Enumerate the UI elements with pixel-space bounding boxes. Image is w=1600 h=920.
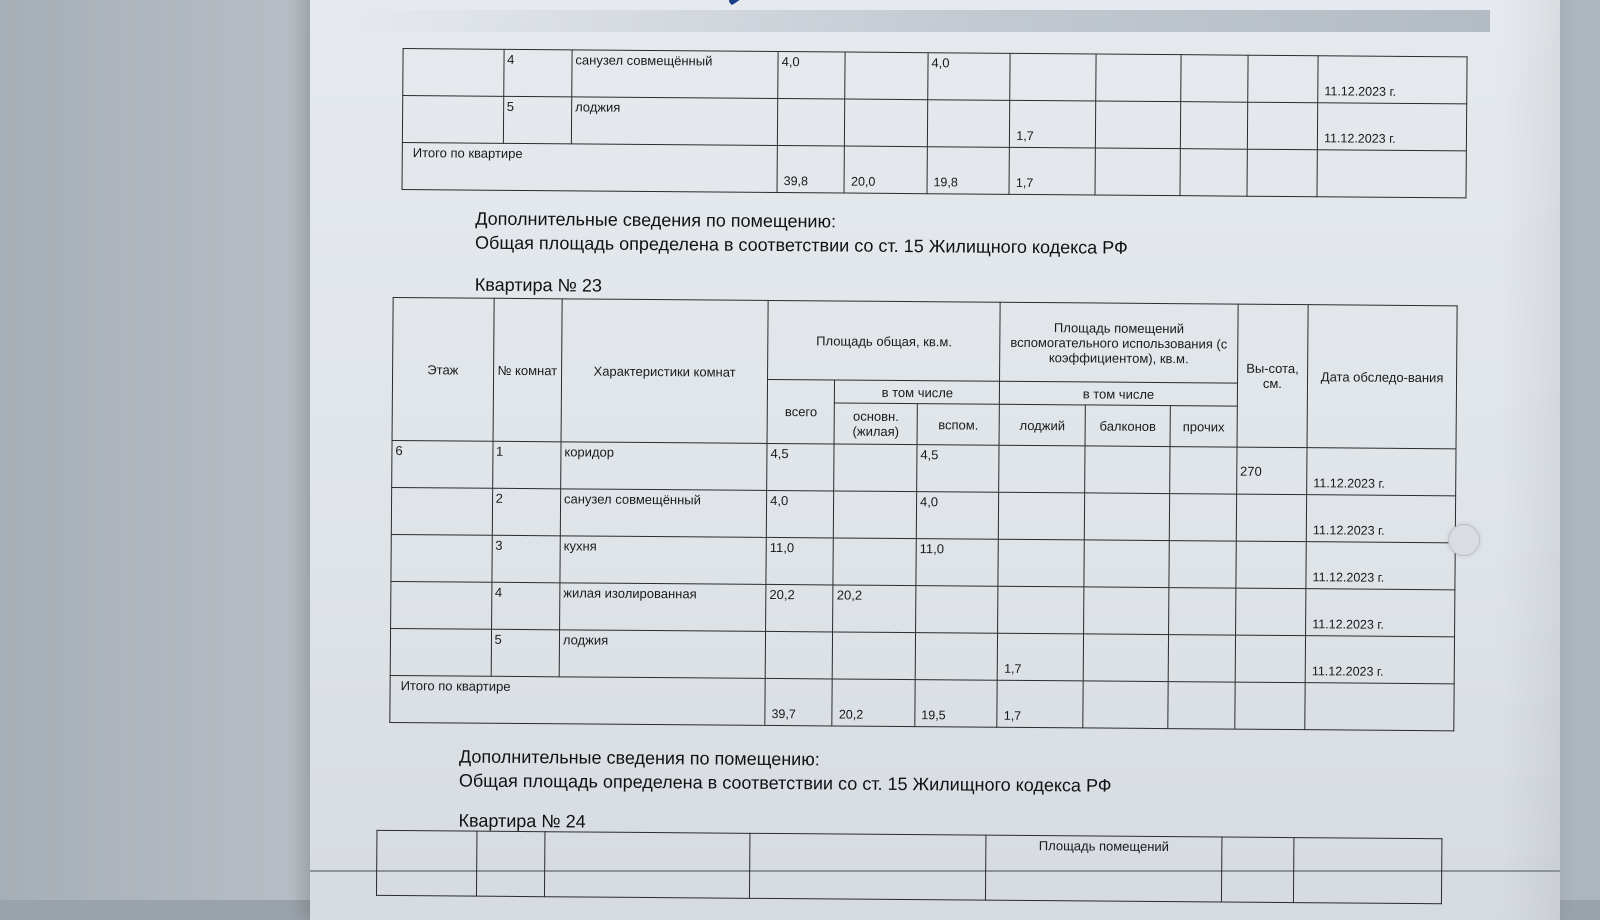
additional-info-note	[459, 745, 1112, 798]
survey-date-cell: 11.12.2023 г.	[1318, 56, 1467, 104]
area-total-cell: 11,0	[766, 537, 834, 585]
totals-row	[390, 675, 1454, 730]
loggia-cell	[999, 445, 1085, 493]
height-cell	[1235, 588, 1306, 636]
header-height: Вы-сота, см.	[1237, 304, 1309, 448]
totals-area-main: 20,2	[832, 679, 915, 727]
survey-date-cell: 11.12.2023 г.	[1307, 448, 1456, 496]
other-cell	[1169, 541, 1236, 589]
other-cell	[1170, 447, 1237, 495]
area-main-cell: 20,2	[833, 585, 916, 633]
room-number-cell: 2	[492, 488, 561, 536]
apartment-title: Квартира № 23	[474, 274, 602, 296]
scroll-handle[interactable]	[1448, 524, 1480, 556]
survey-date-cell: 11.12.2023 г.	[1306, 542, 1455, 590]
area-total-cell: 4,0	[778, 52, 846, 100]
floor-cell	[402, 96, 503, 144]
header-loggias: лоджий	[999, 404, 1085, 446]
totals-other	[1180, 149, 1247, 197]
other-cell	[1169, 588, 1236, 636]
area-total-cell: 4,5	[767, 443, 835, 491]
loggia-cell	[1010, 53, 1096, 101]
balcony-cell	[1095, 101, 1181, 149]
survey-date-cell: 11.12.2023 г.	[1306, 589, 1455, 637]
floor-cell	[391, 581, 492, 629]
area-main-cell	[833, 632, 916, 680]
totals-row	[402, 143, 1466, 198]
note-heading: Дополнительные сведения по помещению:	[458, 746, 820, 770]
height-cell	[1247, 55, 1318, 103]
table-row	[391, 534, 1455, 589]
room-number-cell: 5	[503, 96, 572, 144]
balcony-cell	[1084, 446, 1170, 494]
note-body: Общая площадь определена в соответствии со ст. 15 Жилищного кодекса РФ	[458, 770, 1112, 796]
height-cell	[1236, 494, 1307, 542]
totals-area-main: 20,0	[844, 146, 927, 194]
area-main-cell	[845, 52, 928, 100]
room-name-cell: лоджия	[559, 630, 766, 679]
table-row	[392, 440, 1456, 495]
totals-other	[1168, 682, 1235, 730]
totals-height	[1235, 682, 1306, 730]
area-aux-cell	[927, 100, 1010, 148]
room-number-cell: 1	[492, 441, 561, 489]
totals-area-total: 39,7	[765, 678, 833, 726]
area-main-cell	[834, 491, 917, 539]
floor-cell	[390, 628, 491, 676]
loggia-cell: 1,7	[998, 633, 1084, 681]
room-name-cell: коридор	[561, 442, 768, 491]
other-cell	[1170, 494, 1237, 542]
apartment-23-table	[389, 297, 1457, 731]
area-main-cell	[845, 99, 928, 147]
balcony-cell	[1084, 540, 1170, 588]
note-body: Общая площадь определена в соответствии со ст. 15 Жилищного кодекса РФ	[475, 232, 1128, 258]
floor-cell	[391, 534, 492, 582]
header-survey-date: Дата обследо-вания	[1307, 305, 1457, 449]
room-name-cell: жилая изолированная	[559, 583, 766, 632]
area-aux-cell: 4,0	[916, 492, 999, 540]
header-characteristics	[544, 832, 750, 899]
area-total-cell: 20,2	[766, 584, 834, 632]
header-height	[1221, 837, 1294, 903]
header-floor: Этаж	[392, 297, 494, 441]
room-number-cell: 4	[491, 582, 560, 630]
balcony-cell	[1083, 587, 1169, 635]
balcony-cell	[1096, 54, 1182, 102]
apartment-title: Квартира № 24	[458, 810, 586, 832]
totals-area-total: 39,8	[777, 146, 845, 194]
table-row	[391, 487, 1455, 542]
totals-area-aux: 19,5	[915, 680, 998, 728]
height-cell	[1247, 102, 1318, 150]
totals-height	[1247, 149, 1318, 197]
loggia-cell	[998, 586, 1084, 634]
totals-balcony	[1095, 148, 1181, 196]
header-band	[350, 10, 1490, 32]
room-name-cell: санузел совмещённый	[560, 489, 767, 538]
totals-date	[1305, 683, 1454, 731]
room-name-cell: кухня	[560, 536, 767, 585]
other-cell	[1181, 55, 1248, 103]
floor-cell	[391, 487, 492, 535]
area-aux-cell	[915, 633, 998, 681]
area-total-cell	[765, 631, 833, 679]
floor-cell	[403, 49, 504, 97]
totals-label: Итого по квартире	[390, 675, 765, 725]
loggia-cell	[999, 492, 1085, 540]
header-auxiliary: вспом.	[917, 404, 1000, 446]
room-number-cell: 4	[503, 49, 572, 97]
header-including-2: в том числе	[1000, 381, 1238, 406]
height-cell	[1235, 635, 1306, 683]
apartment-24-table	[376, 830, 1442, 904]
totals-date	[1317, 150, 1466, 198]
area-aux-cell: 4,0	[928, 53, 1011, 101]
survey-date-cell: 11.12.2023 г.	[1306, 495, 1455, 543]
height-cell: 270	[1236, 447, 1307, 495]
table-row	[390, 628, 1454, 683]
survey-date-cell: 11.12.2023 г.	[1305, 636, 1454, 684]
header-floor	[376, 830, 477, 896]
note-heading: Дополнительные сведения по помещению:	[475, 208, 837, 232]
other-cell	[1168, 635, 1235, 683]
survey-date-cell: 11.12.2023 г.	[1317, 103, 1466, 151]
area-main-cell	[833, 538, 916, 586]
header-including-1: в том числе	[835, 380, 1000, 404]
header-survey-date	[1293, 838, 1442, 904]
room-name-cell: санузел совмещённый	[572, 50, 779, 99]
area-main-cell	[834, 444, 917, 492]
table-row	[391, 581, 1455, 636]
header-balconies: балконов	[1085, 405, 1171, 447]
room-number-cell: 3	[491, 535, 560, 583]
totals-loggia: 1,7	[997, 680, 1083, 728]
balcony-cell	[1083, 634, 1169, 682]
loggia-cell: 1,7	[1010, 100, 1096, 148]
header-total-area	[749, 833, 986, 900]
area-total-cell	[777, 99, 845, 147]
previous-apartment-table	[402, 48, 1468, 198]
area-aux-cell	[915, 586, 998, 634]
totals-loggia: 1,7	[1009, 147, 1095, 195]
header-total-area: Площадь общая, кв.м.	[768, 300, 1001, 381]
table-row	[402, 96, 1466, 151]
header-logo	[455, 0, 680, 10]
area-total-cell: 4,0	[766, 490, 834, 538]
area-aux-cell: 11,0	[916, 539, 999, 587]
header-room-number: № комнат	[493, 298, 562, 442]
header-aux-area: Площадь помещений	[985, 835, 1222, 902]
header-aux-area: Площадь помещений вспомогательного использования (с коэффициентом), кв.м.	[1000, 302, 1238, 383]
header-row	[376, 830, 1441, 903]
header-area-total-all: всего	[767, 379, 835, 444]
page-shadow	[1500, 0, 1560, 920]
header-row	[393, 297, 1458, 384]
header-others: прочих	[1170, 406, 1237, 448]
area-aux-cell: 4,5	[917, 445, 1000, 493]
header-room-number	[476, 831, 545, 897]
totals-area-aux: 19,8	[927, 147, 1010, 195]
header-characteristics: Характеристики комнат	[561, 299, 768, 444]
totals-label: Итого по квартире	[402, 143, 777, 193]
header-slash-mark	[728, 0, 774, 5]
table-row	[403, 49, 1467, 104]
other-cell	[1181, 102, 1248, 150]
floor-cell: 6	[392, 440, 493, 488]
totals-balcony	[1083, 681, 1169, 729]
balcony-cell	[1084, 493, 1170, 541]
loggia-cell	[998, 539, 1084, 587]
header-main-living: основн. (жилая)	[834, 403, 917, 445]
room-name-cell: лоджия	[571, 97, 778, 146]
height-cell	[1236, 541, 1307, 589]
room-number-cell: 5	[491, 629, 560, 677]
additional-info-note	[475, 207, 1128, 260]
